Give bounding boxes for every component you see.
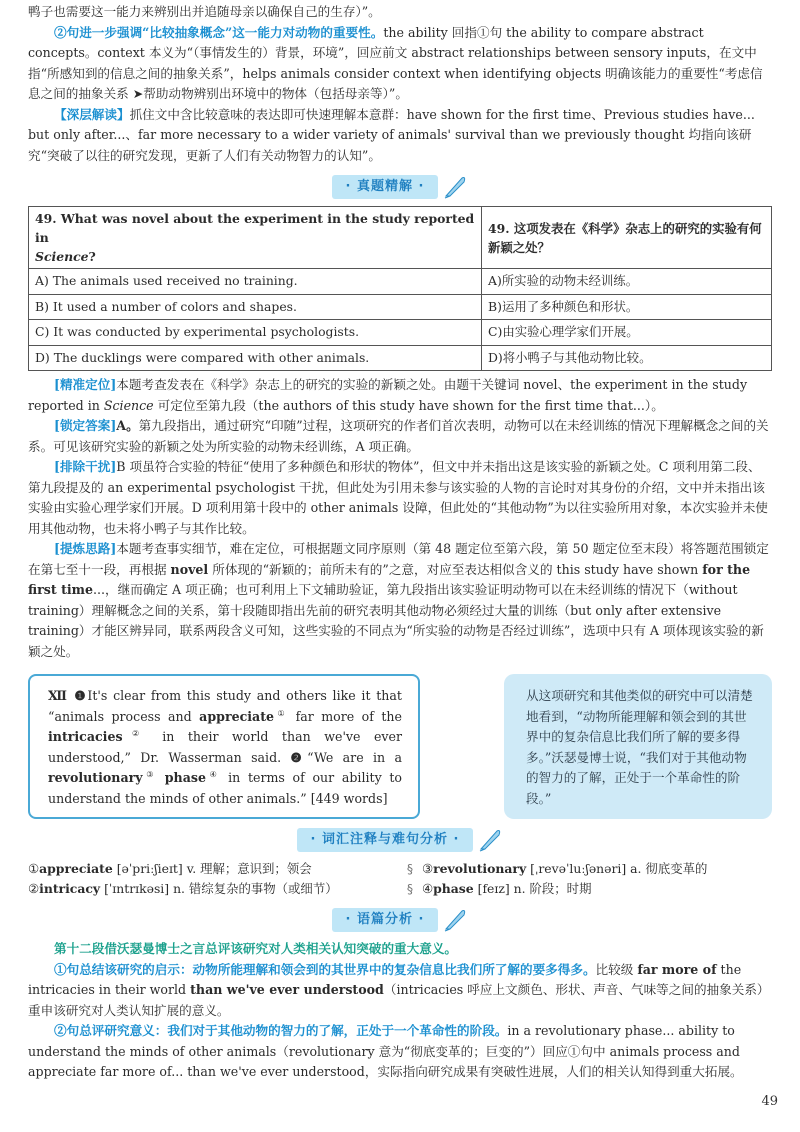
passage-chinese: 从这项研究和其他类似的研究中可以清楚地看到，“动物所能理解和领会到的其世界中的复杂信息比我们所了解的要多得多。”沃瑟曼博士说，“我们对于其他动物的智力的了解，正处于一个革命性的阶段。” xyxy=(504,674,772,819)
vocab-list xyxy=(28,859,772,899)
question-row xyxy=(29,207,772,269)
think-tag: [提炼思路] xyxy=(54,541,117,556)
vocab-separator: § xyxy=(406,881,414,896)
banner-title: · 词汇注释与难句分析 · xyxy=(297,828,474,853)
passage-english: Ⅻ ❶It's clear from this study and others like it that “animals process and appreciate① far more of the intricacies② in their world than we've ever understood,” Dr. Wasserman said. ❷“We are in a revolutionary③ phase④ in terms of our ability to understand the minds of other animals.” [449 words] xyxy=(28,674,420,819)
vocab-separator: § xyxy=(406,861,414,876)
option-en: A) The animals used received no training. xyxy=(29,269,482,295)
locate-tag: [精准定位] xyxy=(54,377,117,392)
option-row xyxy=(29,320,772,346)
quill-icon xyxy=(477,827,503,853)
lock-answer: [锁定答案]A。第九段指出，通过研究“印随”过程，这项研究的作者们首次表明，动物可以在未经训练的情况下理解概念之间的关系。可见该研究实验的新颖之处为所实验的动物未经训练，A 项正确。 xyxy=(28,418,769,454)
banner-vocab xyxy=(28,825,772,855)
banner-title: · 真题精解 · xyxy=(332,175,439,200)
p2-heading: ②句进一步强调“比较抽象概念”这一能力对动物的重要性。 xyxy=(54,24,384,40)
option-en: B) It used a number of colors and shapes. xyxy=(29,294,482,320)
option-row xyxy=(29,345,772,371)
question-zh: 49. 这项发表在《科学》杂志上的研究的实验有何新颖之处？ xyxy=(482,207,772,269)
deep-body: 抓住文中含比较意味的表达即可快速理解本意群：have shown for the first time、Previous studies have... but only after...、far more necessary to a wider variety of animals' survival than we previously thought 均指向该研究“突破了以往的研究发现，更新了人们有关动物智力的认知”。 xyxy=(28,106,755,163)
deep-reading xyxy=(28,105,772,167)
option-zh: C)由实验心理学家们开展。 xyxy=(482,320,772,346)
deep-tag: 【深层解读】 xyxy=(54,106,130,122)
question-table xyxy=(28,206,772,371)
answer-tag: [锁定答案] xyxy=(54,418,117,433)
vocab-item: ②intricacy [ˈɪntrɪkəsi] n. 错综复杂的事物（或细节） xyxy=(28,881,338,896)
discourse-heading: 第十二段借沃瑟曼博士之言总评该研究对人类相关认知突破的重大意义。 xyxy=(54,941,457,956)
paragraph-number: Ⅻ xyxy=(48,688,69,703)
option-zh: B)运用了多种颜色和形状。 xyxy=(482,294,772,320)
vocab-item: ④phase [feɪz] n. 阶段；时期 xyxy=(422,881,592,896)
banner-discourse xyxy=(28,905,772,935)
top-paragraph-2 xyxy=(28,23,772,105)
answer-letter: A。 xyxy=(116,418,139,433)
option-zh: D)将小鸭子与其他动物比较。 xyxy=(482,345,772,371)
passage-boxes xyxy=(28,674,772,819)
discourse-p2: ②句总评研究意义：我们对于其他动物的智力的了解，正处于一个革命性的阶段。in a revolutionary phase... ability to understand the minds of other animals（revolutionary 意为“彻底变革的；巨变的”）回应①句中 animals process and appreciate far more of... than we've ever understood，实际指向研究成果有突破性进展，人们的相关认知得到重大拓展。 xyxy=(28,1023,743,1079)
vocab-item: ①appreciate [əˈpriːʃieɪt] v. 理解；意识到；领会 xyxy=(28,861,312,876)
banner-title: · 语篇分析 · xyxy=(332,908,439,933)
option-en: D) The ducklings were compared with other animals. xyxy=(29,345,482,371)
option-row xyxy=(29,269,772,295)
quill-icon xyxy=(442,907,468,933)
precise-locate: [精准定位]本题考查发表在《科学》杂志上的研究的实验的新颖之处。由题干关键词 novel、the experiment in the study reported in Science 可定位至第九段（the authors of this study have shown for the first time that...）。 xyxy=(28,377,748,413)
top-line: 鸭子也需要这一能力来辨别出并追随母亲以确保自己的生存）”。 xyxy=(28,4,381,19)
page xyxy=(28,0,772,1083)
p2-body: the ability 回指①句 the ability to compare abstract concepts。context 本义为“（事情发生的）背景，环境”，回应前文 abstract relationships between sensory inputs，在文中指“所感知到的信息之间的抽象关系”，helps animals consider context when identifying objects 明确该能力的重要性“考虑信息之间的抽象关系 ➤帮助动物辨别出环境中的物体（包括母亲等）”。 xyxy=(28,24,763,101)
quill-icon xyxy=(442,174,468,200)
option-en: C) It was conducted by experimental psychologists. xyxy=(29,320,482,346)
vocab-item: ③revolutionary [ˌrevəˈluːʃənəri] a. 彻底变革的 xyxy=(422,861,708,876)
option-zh: A)所实验的动物未经训练。 xyxy=(482,269,772,295)
page-number: 49 xyxy=(761,1094,778,1109)
question-en: 49. What was novel about the experiment in the study reported in Science? xyxy=(29,207,482,269)
exclude-tag: [排除干扰] xyxy=(54,459,117,474)
banner-zhenti xyxy=(28,172,772,202)
option-row xyxy=(29,294,772,320)
exclude-distractors: [排除干扰]B 项虽符合实验的特征“使用了多种颜色和形状的物体”，但文中并未指出这是该实验的新颖之处。C 项利用第二段、第九段提及的 an experimental psychologist 干扰，但此处为引用未参与该实验的人物的言论时对其身份的介绍，文中并未指出该实验由实验心理学家们开展。D 项利用第十段中的 other animals 设障，但此处的“其他动物”为以往实验所用对象，本次实验并未使用其他动物，也未将小鸭子与其作比较。 xyxy=(28,459,768,536)
discourse-p1: ①句总结该研究的启示：动物所能理解和领会到的其世界中的复杂信息比我们所了解的要多得多。比较级 far more of the intricacies in their world than we've ever understood（intricacies 呼应上文颜色、形状、声音、气味等之间的抽象关系）重申该研究对人类认知扩展的意义。 xyxy=(28,961,770,1018)
refine-thinking: [提炼思路]本题考查事实细节，难在定位，可根据题文同序原则（第 48 题定位至第六段，第 50 题定位至末段）将答题范围锁定在第七至十一段，再根据 novel 所体现的“新颖的；前所未有的”之意，对应至表达相似含义的 this study have shown for the first time...，继而确定 A 项正确；也可利用上下文辅助验证，第九段指出该实验证明动物可以在未经训练的情况下（without training）理解概念之间的关系，第十段随即指出先前的研究表明其他动物必须经过大量的训练（but only after extensive training）才能区辨异同，联系两段含义可知，这些实验的不同点为“所实验的动物是否经过训练”，选项中只有 A 项体现该实验的新颖之处。 xyxy=(28,541,769,659)
